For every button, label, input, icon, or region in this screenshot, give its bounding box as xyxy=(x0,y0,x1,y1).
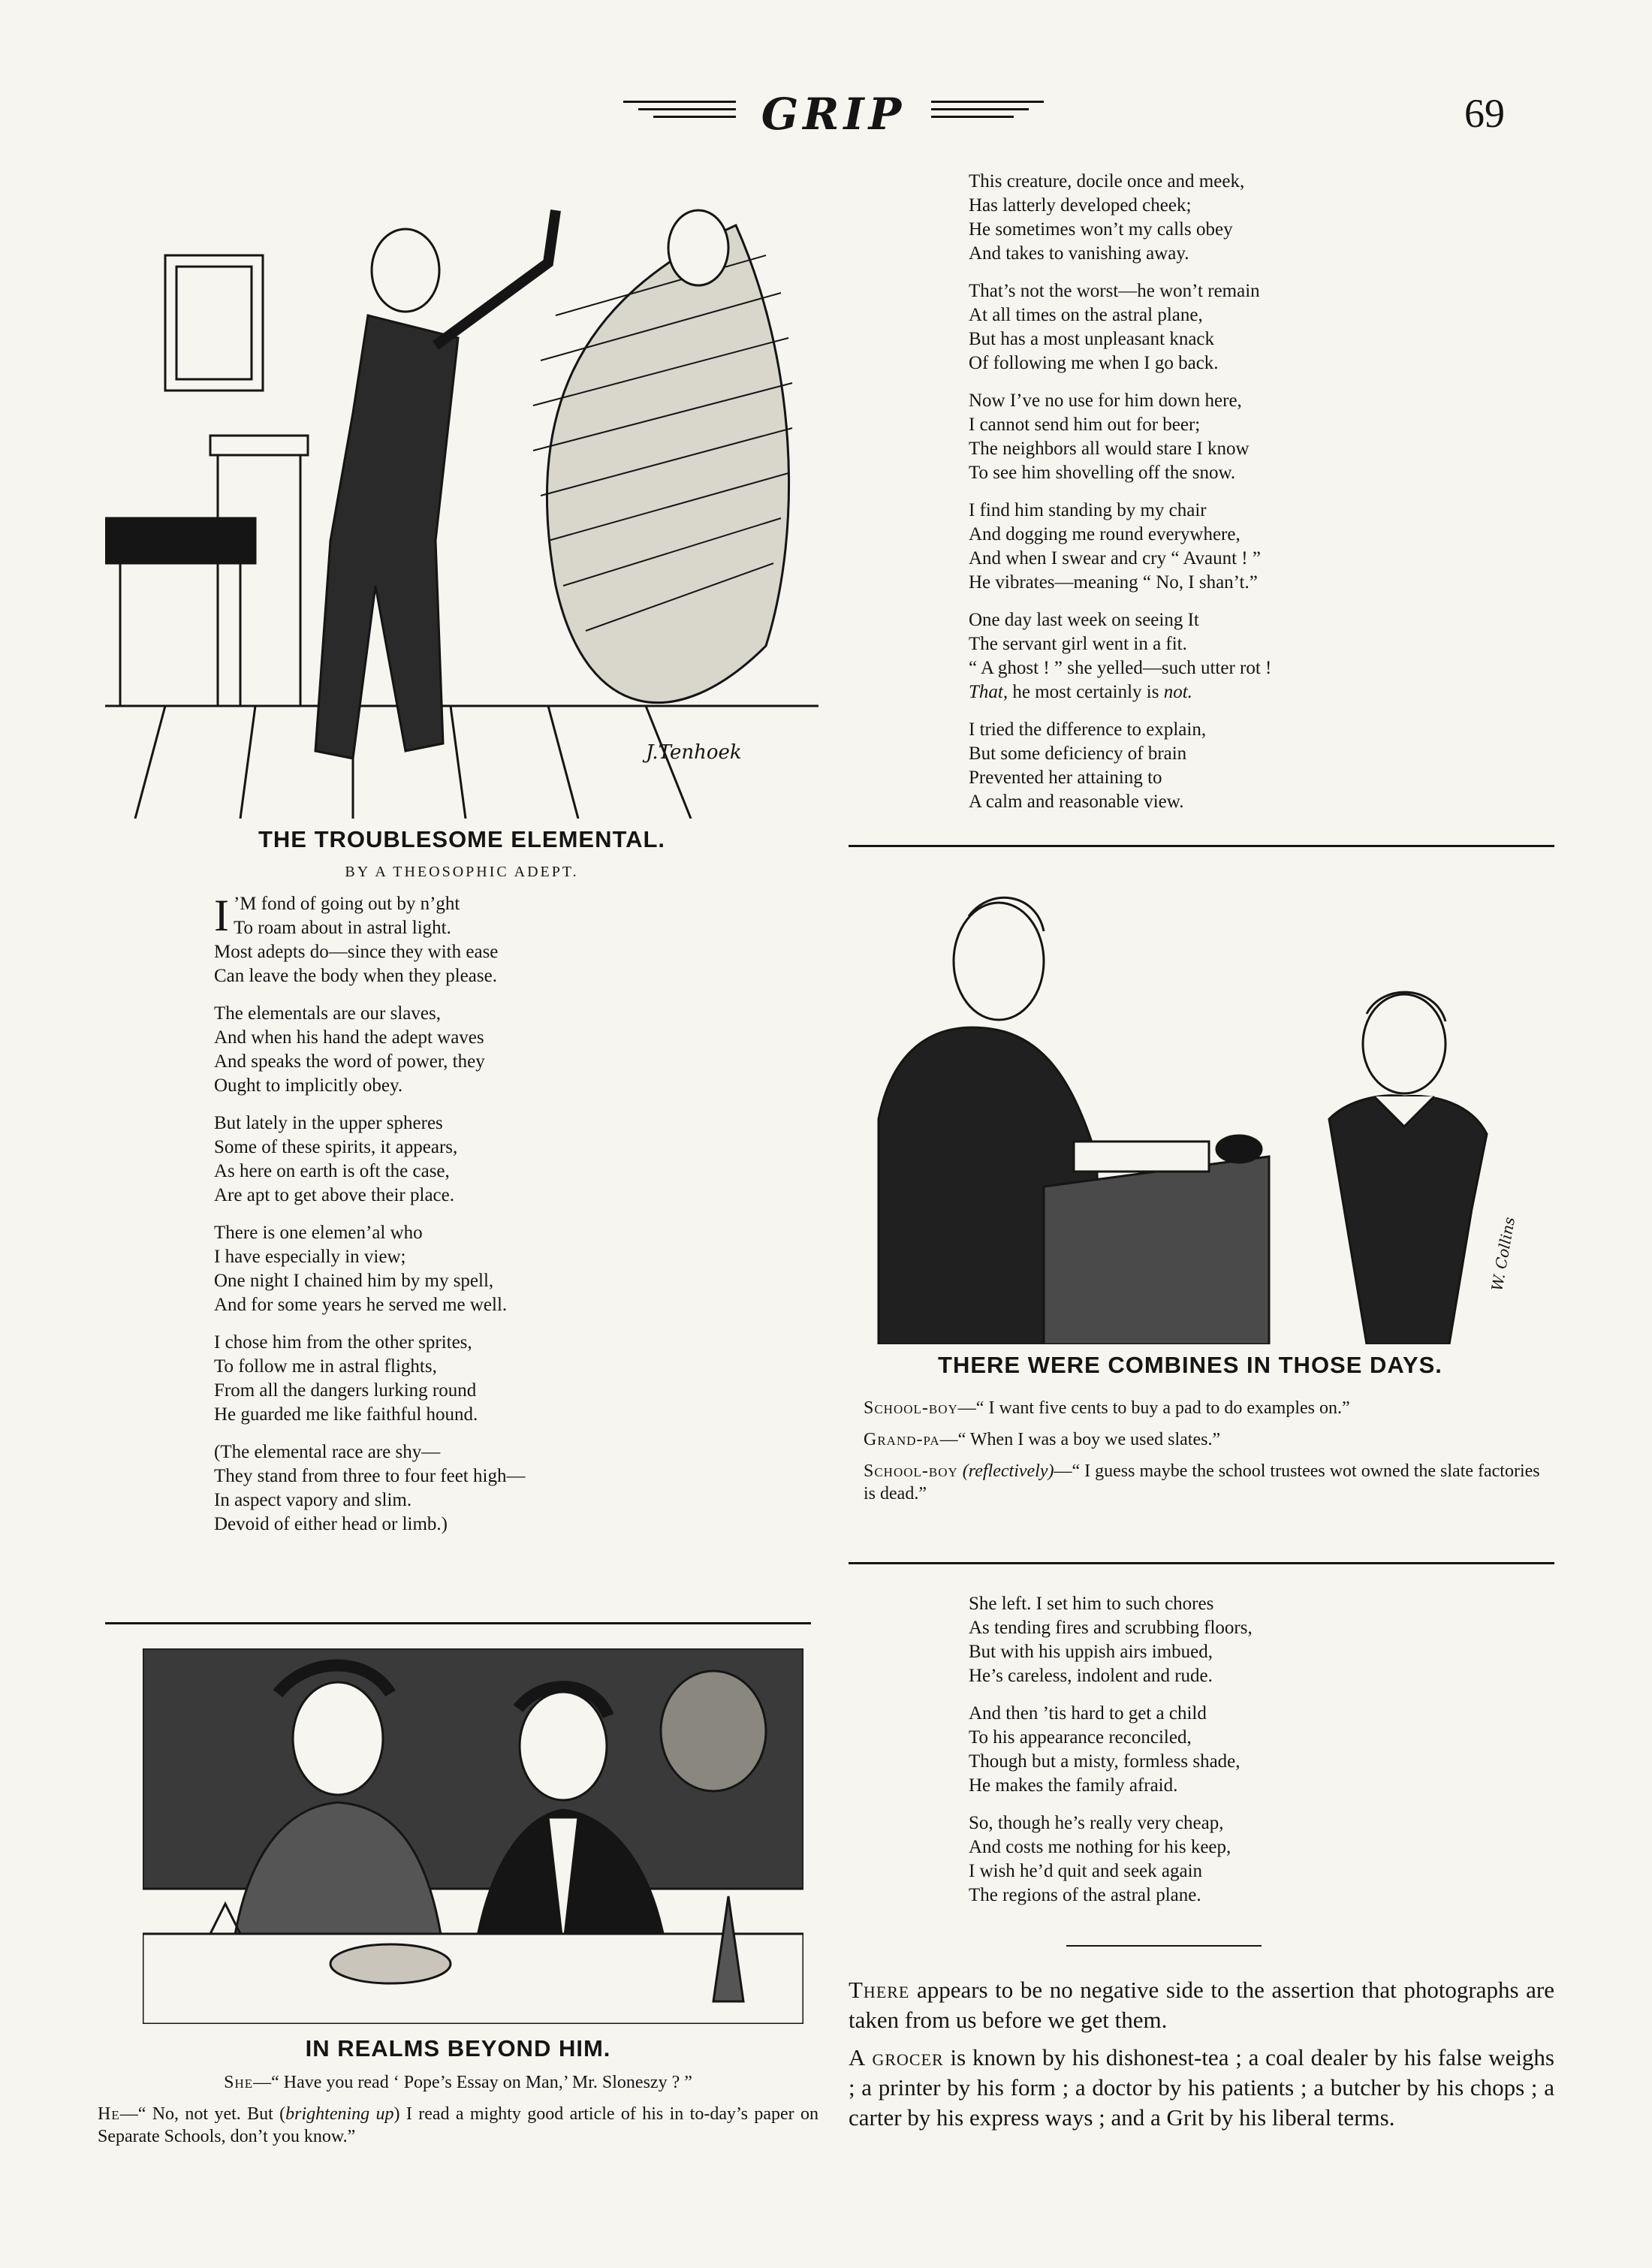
poem-line: So, though he’s really very cheap, xyxy=(969,1813,1224,1833)
poem-line: He sometimes won’t my calls obey xyxy=(969,219,1233,240)
poem-line: But some deficiency of brain xyxy=(969,743,1187,764)
poem-line: And when I swear and cry “ Avaunt ! ” xyxy=(969,548,1261,569)
squib-text: appears to be no negative side to the assertion that photographs are taken from us before we get them. xyxy=(849,1977,1554,2033)
poem-line: He makes the family afraid. xyxy=(969,1775,1178,1796)
poem-stanza-15 xyxy=(969,1811,1554,1908)
poem-right-column-top xyxy=(969,170,1569,814)
combines-illustration xyxy=(849,871,1532,1344)
grocer-squib xyxy=(849,2043,1554,2133)
section-rule xyxy=(849,1562,1554,1564)
combines-signature: W. Collins xyxy=(1488,1215,1519,1292)
poem-line: Ought to implicitly obey. xyxy=(214,1075,403,1096)
poem-stanza-8 xyxy=(969,279,1569,375)
poem-line: One night I chained him by my spell, xyxy=(214,1271,494,1291)
poem-line: “ A ghost ! ” she yelled—such utter rot ! xyxy=(969,658,1272,678)
combines-dialogue xyxy=(864,1397,1547,1514)
poem-line: And takes to vanishing away. xyxy=(969,243,1189,264)
squib-lead: A grocer xyxy=(849,2044,944,2070)
poem-line: As tending fires and scrubbing floors, xyxy=(969,1618,1253,1638)
combines-drawing xyxy=(849,871,1532,1344)
poem-line: I chose him from the other sprites, xyxy=(214,1332,472,1353)
poem-stanza-7 xyxy=(969,170,1569,266)
squib-text: is known by his dishonest-tea ; a coal dealer by his false weighs ; a printer by his form ; a doctor by his patients ; a butcher by his chops ; a carter by his express ways ; and a Grit by his liberal terms. xyxy=(849,2044,1554,2131)
poem-line: I have especially in view; xyxy=(214,1247,406,1267)
poem-right-column-bottom xyxy=(969,1592,1554,1908)
realms-dialogue xyxy=(98,2071,818,2157)
poem-line: And then ’tis hard to get a child xyxy=(969,1703,1207,1724)
poem-line: I wish he’d quit and seek again xyxy=(969,1861,1203,1881)
picture-frame-icon xyxy=(165,255,263,391)
stage-direction: (reflectively) xyxy=(957,1461,1054,1481)
poem-line: A calm and reasonable view. xyxy=(969,792,1184,812)
poem-line: The elementals are our slaves, xyxy=(214,1003,441,1024)
poem-line: And dogging me round everywhere, xyxy=(969,524,1241,544)
masthead-rule-left xyxy=(623,101,736,103)
poem-line: The neighbors all would stare I know xyxy=(969,439,1250,459)
wall-plate-icon xyxy=(661,1671,766,1791)
realms-title: IN REALMS BEYOND HIM. xyxy=(305,2035,611,2061)
poem-line: He guarded me like faithful hound. xyxy=(214,1404,478,1425)
masthead-title: GRIP xyxy=(761,89,906,140)
realms-line-he xyxy=(98,2103,818,2148)
poem-line xyxy=(969,680,1569,704)
stage-direction: brightening up xyxy=(285,2104,394,2124)
poem-line: But has a most unpleasant knack xyxy=(969,329,1215,349)
realms-drawing xyxy=(143,1648,803,2024)
realms-illustration xyxy=(143,1648,803,2024)
masthead-rule-left xyxy=(653,116,736,118)
poem-line: And when his hand the adept waves xyxy=(214,1027,484,1048)
poem-stanza-1 xyxy=(214,892,815,988)
poem-stanza-9 xyxy=(969,389,1569,485)
speaker-label: She xyxy=(224,2073,254,2092)
poem-line: I cannot send him out for beer; xyxy=(969,415,1201,435)
drop-cap: I xyxy=(214,891,229,940)
poem-stanza-13 xyxy=(969,1592,1554,1688)
poem-line: I find him standing by my chair xyxy=(969,500,1207,520)
elemental-drawing xyxy=(105,165,818,819)
poem-line: The regions of the astral plane. xyxy=(969,1885,1201,1905)
combines-title: THERE WERE COMBINES IN THOSE DAYS. xyxy=(938,1352,1442,1378)
poem-stanza-4 xyxy=(214,1221,815,1317)
squib-lead: There xyxy=(849,1977,910,2003)
dialogue-text: —“ No, not yet. But ( xyxy=(119,2104,286,2124)
poem-stanza-5 xyxy=(214,1331,815,1427)
poem-line: But with his uppish airs imbued, xyxy=(969,1642,1213,1662)
poem-line: To his appearance reconciled, xyxy=(969,1727,1192,1748)
poem-line: And for some years he served me well. xyxy=(214,1295,508,1315)
poem-line: Can leave the body when they please. xyxy=(214,966,497,986)
masthead-rule-right xyxy=(931,108,1029,110)
poem-line: There is one elemen’al who xyxy=(214,1223,423,1243)
poem-line: But lately in the upper spheres xyxy=(214,1113,443,1133)
poem-line: Are apt to get above their place. xyxy=(214,1185,454,1205)
poem-left-column xyxy=(214,892,815,1537)
poem-line: That’s not the worst—he won’t remain xyxy=(969,281,1260,301)
poem-line: As here on earth is oft the case, xyxy=(214,1161,450,1181)
elemental-illustration xyxy=(105,165,818,819)
combines-line-grandpa xyxy=(864,1428,1547,1451)
dialogue-text: —“ I guess maybe the school trustees wot owned the slate factories is dead.” xyxy=(864,1461,1540,1503)
photo-squib xyxy=(849,1975,1554,2035)
realms-line-she xyxy=(98,2071,818,2094)
speaker-label: He xyxy=(98,2104,120,2124)
poem-stanza-11 xyxy=(969,608,1569,704)
emphasis-text: not. xyxy=(1163,682,1192,702)
poem-line: One day last week on seeing It xyxy=(969,610,1199,630)
masthead-rule-left xyxy=(638,108,736,110)
poem-title: THE TROUBLESOME ELEMENTAL. xyxy=(258,826,666,852)
poem-line: And speaks the word of power, they xyxy=(214,1051,485,1072)
poem-line: This creature, docile once and meek, xyxy=(969,171,1245,192)
poem-line: He’s careless, indolent and rude. xyxy=(969,1666,1213,1686)
dialogue-text: ) I read a mighty good article of his in to-day’s paper on Separate Schools, don’t you know.” xyxy=(98,2104,818,2146)
poem-stanza-6 xyxy=(214,1440,815,1537)
dialogue-text: —“ I want five cents to buy a pad to do examples on.” xyxy=(957,1398,1350,1418)
poem-line: They stand from three to four feet high— xyxy=(214,1466,526,1486)
poem-line: To see him shovelling off the snow. xyxy=(969,463,1236,483)
section-rule xyxy=(105,1622,811,1624)
poem-line: Of following me when I go back. xyxy=(969,353,1219,373)
poem-line: In aspect vapory and slim. xyxy=(214,1490,412,1510)
poem-line: And costs me nothing for his keep, xyxy=(969,1837,1231,1857)
poem-line: Some of these spirits, it appears, xyxy=(214,1137,458,1157)
poem-line: To follow me in astral flights, xyxy=(214,1356,437,1377)
poem-stanza-10 xyxy=(969,499,1569,595)
speaker-label: School-boy xyxy=(864,1461,958,1481)
poem-line: Most adepts do—since they with ease xyxy=(214,942,499,962)
poem-line: Prevented her attaining to xyxy=(969,768,1162,788)
section-rule xyxy=(849,845,1554,847)
poem-line: I tried the difference to explain, xyxy=(969,719,1207,740)
masthead-rule-right xyxy=(931,116,1014,118)
speaker-label: Grand-pa xyxy=(864,1430,940,1449)
poem-line: Has latterly developed cheek; xyxy=(969,195,1192,216)
poem-stanza-12 xyxy=(969,718,1569,814)
poem-line: (The elemental race are shy— xyxy=(214,1442,441,1462)
dialogue-text: —“ When I was a boy we used slates.” xyxy=(939,1430,1221,1449)
masthead xyxy=(0,84,1652,140)
poem-line: Though but a misty, formless shade, xyxy=(969,1751,1241,1772)
poem-line: From all the dangers lurking round xyxy=(214,1380,477,1401)
elemental-signature: J.Tenhoek xyxy=(646,741,742,764)
poem-line: To roam about in astral light. xyxy=(233,918,451,938)
speaker-label: School-boy xyxy=(864,1398,958,1418)
poem-line: Now I’ve no use for him down here, xyxy=(969,391,1242,411)
poem-byline: BY A THEOSOPHIC ADEPT. xyxy=(345,864,579,880)
masthead-rule-right xyxy=(931,101,1044,103)
poem-line: The servant girl went in a fit. xyxy=(969,634,1187,654)
poem-line: At all times on the astral plane, xyxy=(969,305,1203,325)
poem-stanza-14 xyxy=(969,1702,1554,1798)
combines-line-boy xyxy=(864,1397,1547,1419)
poem-text: he most certainly is xyxy=(1008,682,1164,702)
emphasis-text: That, xyxy=(969,682,1008,702)
poem-stanza-2 xyxy=(214,1002,815,1098)
poem-stanza-3 xyxy=(214,1111,815,1208)
poem-line: She left. I set him to such chores xyxy=(969,1594,1214,1614)
page-number: 69 xyxy=(1464,91,1505,136)
combines-line-boy-reply xyxy=(864,1460,1547,1505)
dialogue-text: —“ Have you read ‘ Pope’s Essay on Man,’ Mr. Sloneszy ? ” xyxy=(253,2073,692,2092)
short-rule xyxy=(1066,1945,1262,1947)
poem-line: He vibrates—meaning “ No, I shan’t.” xyxy=(969,572,1258,593)
poem-line: Devoid of either head or limb.) xyxy=(214,1514,448,1534)
poem-line: ’M fond of going out by n’ght xyxy=(233,894,460,914)
squibs xyxy=(849,1975,1554,2140)
